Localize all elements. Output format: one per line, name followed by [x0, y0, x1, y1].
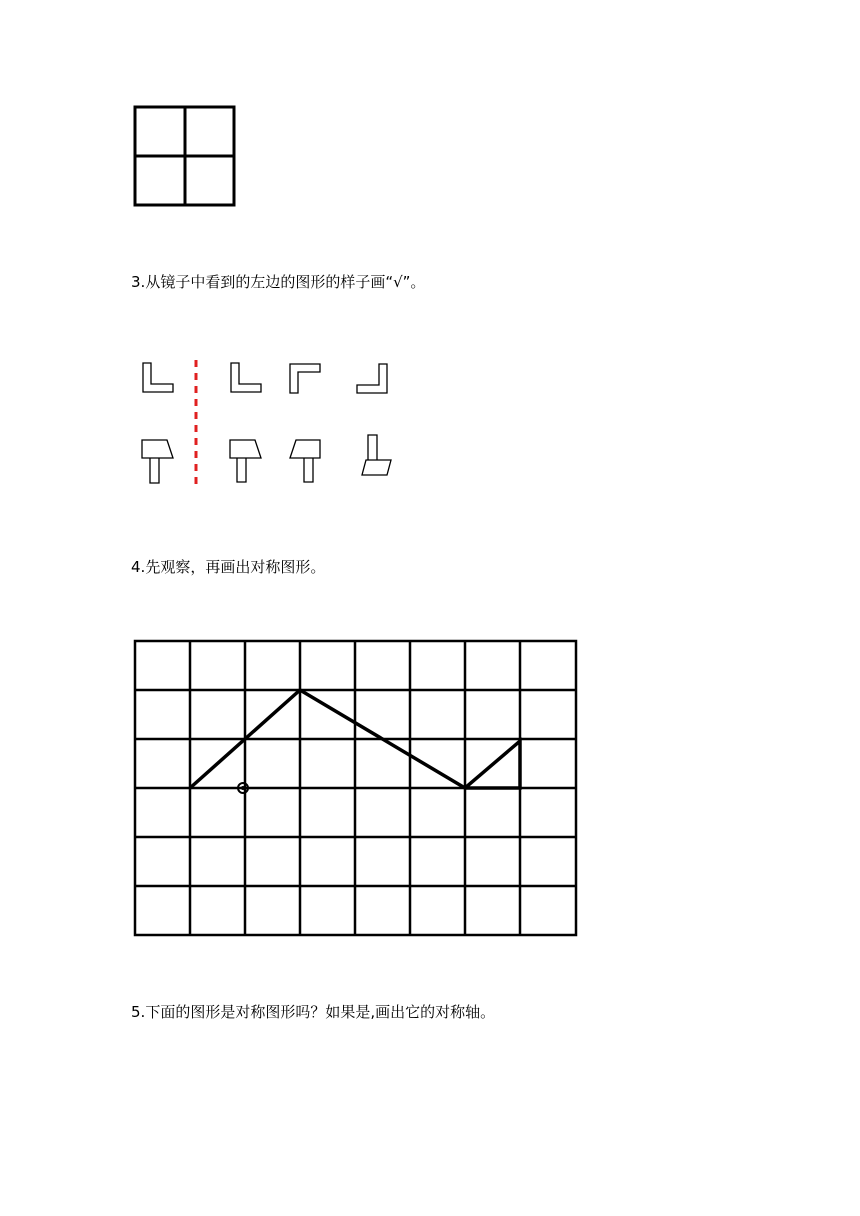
- question-5: [131, 1002, 495, 1022]
- question-5-text: 下面的图形是对称图形吗？如果是,画出它的对称轴。: [145, 1003, 496, 1021]
- question-5-number: 5.: [131, 1003, 146, 1021]
- question-4-number: 4.: [131, 558, 146, 576]
- question-4-text: 先观察，再画出对称图形。: [145, 558, 326, 576]
- question-3-text: 从镜子中看到的左边的图形的样子画“√”。: [145, 273, 426, 291]
- question-3-number: 3.: [131, 273, 146, 291]
